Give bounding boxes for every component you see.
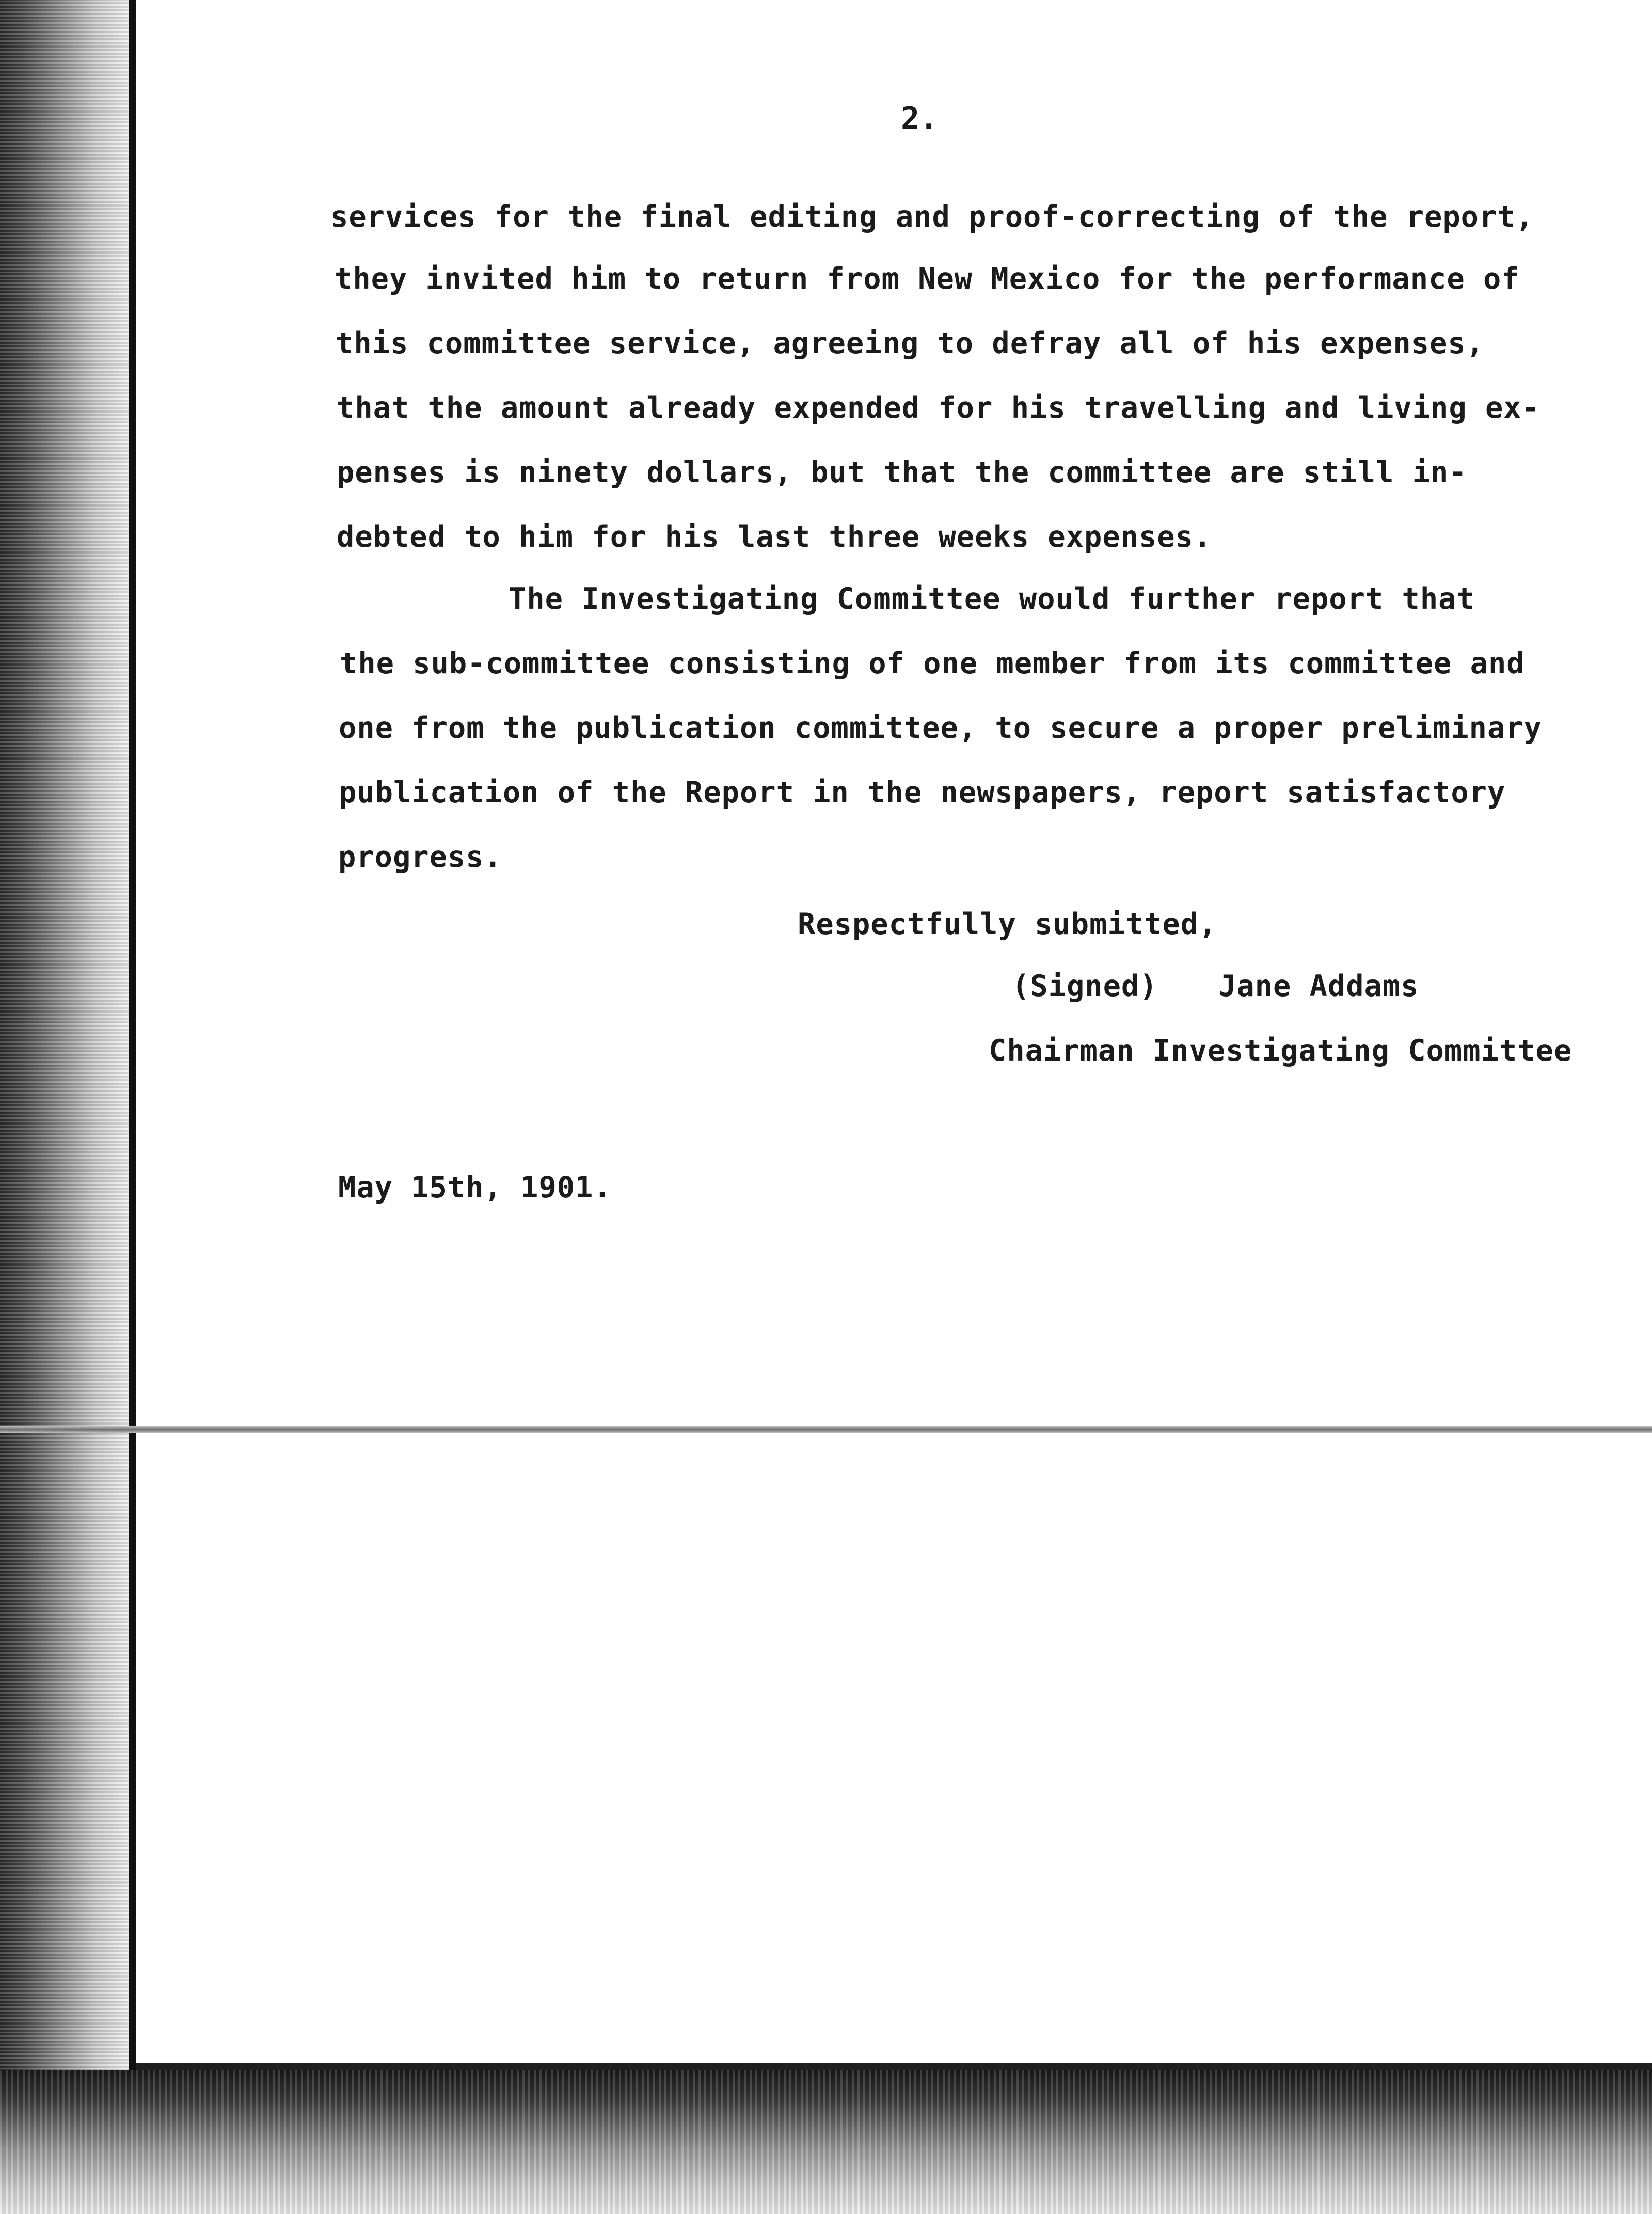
body-line: the sub-committee consisting of one member from its committee and [340,646,1525,681]
body-line: this committee service, agreeing to defray all of his expenses, [336,326,1484,360]
body-line: publication of the Report in the newspapers, report satisfactory [339,776,1506,810]
body-line: progress. [338,840,502,874]
signed-label: (Signed) [1012,969,1158,1003]
page-number: 2. [901,101,939,137]
body-line: one from the publication committee, to secure a proper preliminary [339,711,1542,745]
body-line: services for the final editing and proof-correcting of the report, [330,200,1534,234]
body-line: debted to him for his last three weeks expenses. [337,520,1212,554]
body-line: The Investigating Committee would further report that [509,582,1475,616]
body-line: penses is ninety dollars, but that the committee are still in- [337,455,1467,489]
closing-salutation: Respectfully submitted, [798,907,1217,941]
document-date: May 15th, 1901. [338,1171,612,1205]
body-line: they invited him to return from New Mexico for the performance of [335,262,1520,296]
signatory-title: Chairman Investigating Committee [989,1034,1572,1068]
signatory-name: Jane Addams [1218,969,1419,1003]
body-line: that the amount already expended for his travelling and living ex- [337,391,1540,425]
